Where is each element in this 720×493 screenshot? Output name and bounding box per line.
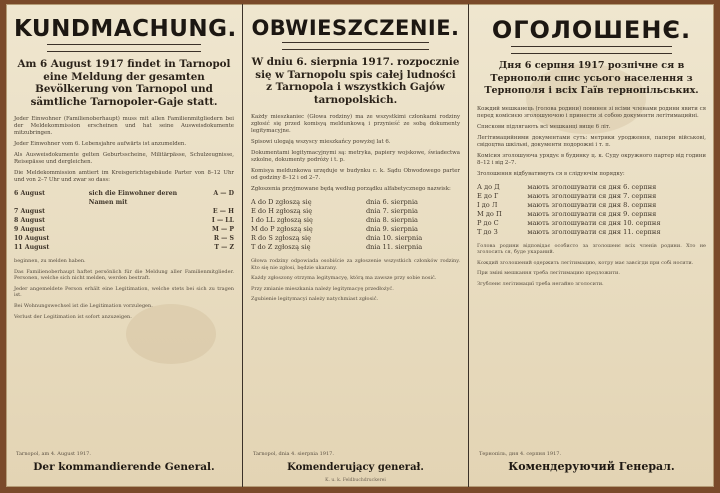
paragraph: Jeder Einwohner vom 6. Lebensjahre aufwärts ist anzumelden. — [14, 141, 187, 147]
paragraph: Przy zmianie mieszkania należy legitymacyę przedłożyć. — [251, 285, 394, 292]
schedule-ukrainian — [477, 183, 706, 237]
schedule-text: мають зголошувати ся дня 10. серпня — [527, 218, 661, 227]
paragraph: Jeder angemeldete Person erhält eine Legitimation, welche stets bei sich zu tragen ist. — [14, 285, 234, 299]
schedule-text: мають зголошувати ся дня 11. серпня — [527, 227, 661, 236]
signature-german: Der kommandierende General. — [33, 461, 215, 473]
schedule-text — [89, 234, 190, 243]
schedule-row — [14, 207, 234, 216]
schedule-row — [251, 243, 460, 252]
schedule-row — [477, 210, 706, 219]
paragraph: Spisowi ulegają wszyscy mieszkańcy powyżej lat 6. — [251, 139, 391, 145]
schedule-date: Е до Г — [477, 191, 499, 200]
schedule-date: А до Д — [477, 182, 500, 191]
paragraph: Комісия зголошуюча урядує в будинку ц. к. Суду окружного партер від години 8–12 і від 2–7. — [477, 152, 706, 166]
title-polish: OBWIESZCZENIE. — [251, 16, 460, 40]
schedule-text: dnia 11. sierpnia — [365, 243, 423, 251]
date-line: Тернопіль, дня 4. серпня 1917. — [479, 451, 562, 457]
schedule-text: мають зголошувати ся дня 9. серпня — [527, 209, 657, 218]
schedule-text: мають зголошувати ся дня 6. серпня — [527, 182, 657, 191]
paragraph: Zgubienie legitymacyi należy natychmiast zgłosić. — [251, 296, 379, 303]
schedule-date: Р до С — [477, 218, 499, 227]
schedule-text: dnia 6. sierpnia — [365, 198, 418, 206]
schedule-row — [477, 201, 706, 210]
poster — [6, 4, 714, 487]
lead-polish: W dniu 6. sierpnia 1917. rozpocznie się w Tarnopolu spis całej ludności z Tarnopola i wszystkich Gajów tarnopolskich. — [251, 56, 460, 106]
schedule-row — [251, 216, 460, 225]
schedule-date: 11 August — [14, 244, 50, 251]
paragraph: Komisya meldunkowa urzęduje w budynku c. k. Sądu Obwodowego parter od godziny 8–12 i od 2–7. — [251, 168, 460, 181]
paragraph: Спискови підлягають всі мешканці вище 6 літ. — [477, 123, 611, 130]
schedule-german — [14, 189, 234, 252]
signature-ukrainian: Комендеруючий Генерал. — [508, 460, 675, 473]
schedule-text: dnia 7. sierpnia — [365, 207, 418, 215]
schedule-row — [477, 228, 706, 237]
date-line: Tarnopol, am 4. August 1917. — [16, 451, 91, 457]
schedule-text: dnia 10. sierpnia — [365, 234, 423, 242]
schedule-text: dnia 9. sierpnia — [365, 225, 418, 233]
printer-line: K. u. k. Feldbuchdruckerei — [325, 478, 386, 483]
lead-german: Am 6 August 1917 findet in Tarnopol eine Meldung der gesamten Bevölkerung von Tarnopol und sämtliche Tarnopoler-Gaje statt. — [17, 58, 231, 108]
schedule-row — [251, 234, 460, 243]
schedule-text — [89, 243, 190, 252]
schedule-row — [14, 225, 234, 234]
paragraph: Bei Wohnungswechsel ist die Legitimation vorzulegen. — [14, 302, 153, 309]
schedule-text: sich die Einwohner deren Namen mit — [88, 190, 178, 206]
column-polish — [242, 4, 468, 487]
schedule-letters: A — D — [213, 190, 234, 197]
column-german — [6, 4, 242, 487]
column-ukrainian — [468, 4, 714, 487]
schedule-polish — [251, 198, 460, 252]
schedule-date: 6 August — [14, 190, 45, 197]
paragraph: При зміні мешкання треба легітимацию предложити. — [477, 270, 620, 277]
schedule-date: 9 August — [14, 226, 45, 233]
title-ukrainian: ОГОЛОШЕНЄ. — [491, 16, 692, 44]
schedule-row — [251, 225, 460, 234]
schedule-letters: R — S — [213, 235, 234, 242]
paragraph: Verlust der Legitimation ist sofort anzuzeigen. — [14, 313, 132, 320]
schedule-note: beginnen, zu melden haben. — [14, 258, 86, 264]
paragraph: Dokumentami legitymacyjnymi są: metryka, papiery wojskowe, świadectwa szkolne, dokumenty podróży i t. p. — [251, 150, 460, 163]
schedule-text — [89, 207, 190, 216]
schedule-date: A do D zgłoszą się — [251, 198, 312, 206]
schedule-row — [477, 219, 706, 228]
schedule-text: мають зголошувати ся дня 7. серпня — [527, 191, 657, 200]
title-ornament — [47, 44, 201, 52]
paragraph: Зголошення відбуватимуть ся в слідуючім порядку: — [477, 170, 625, 177]
schedule-date: T do Z zgłoszą się — [251, 243, 311, 251]
date-line: Tarnopol, dnia 4. sierpnia 1917. — [253, 451, 334, 457]
schedule-row — [251, 207, 460, 216]
schedule-text — [89, 225, 190, 234]
schedule-row — [477, 183, 706, 192]
schedule-text — [89, 216, 190, 225]
schedule-date: 7 August — [14, 208, 45, 215]
schedule-letters: T — Z — [214, 244, 234, 251]
paragraph: Każdy zgłoszony otrzyma legitymacyę, którą ma zawsze przy sobie nosić. — [251, 275, 437, 282]
paragraph: Згубленє легітимациї треба негайно зголосити. — [477, 280, 604, 287]
schedule-row — [14, 216, 234, 225]
title-ornament — [282, 42, 428, 50]
schedule-date: Т до З — [477, 227, 498, 236]
paragraph: Кождий мешканець (голова родини) повинен зі всіми членами родини явити ся перед комісиєю зголошуючою і принести зі собою документи легітимацийні. — [477, 105, 706, 119]
schedule-date: 8 August — [14, 217, 45, 224]
paragraph: Głowa rodziny odpowiada osobiście za zgłoszenie wszystkich członków rodziny. Kto się nie zgłosi, będzie ukarany. — [251, 258, 460, 271]
schedule-date: 10 August — [14, 235, 50, 242]
paragraph: Zgłoszenia przyjmowane będą według porządku alfabetycznego nazwisk: — [251, 186, 451, 192]
schedule-date: M do P zgłoszą się — [251, 225, 313, 233]
schedule-text: dnia 8. sierpnia — [365, 216, 418, 224]
schedule-row — [251, 198, 460, 207]
schedule-letters: E — H — [212, 208, 234, 215]
schedule-date: І до Л — [477, 200, 498, 209]
paragraph: Jeder Einwohner (Familienoberhaupt) muss mit allen Familienmitgliedern bei der Meldekommission erscheinen und hat seine Ausweisdokumente mitzubringen. — [14, 116, 234, 136]
paragraph: Als Ausweisdokumente gelten Geburtsscheine, Militärpässe, Schulzeugnisse, Reisepässe und dergleichen. — [14, 152, 234, 165]
paragraph: Das Familienoberhaupt haftet persönlich für die Meldung aller Familienmitglieder. Personen, welche sich nicht melden, werden bestraft. — [14, 268, 234, 282]
schedule-row — [477, 192, 706, 201]
schedule-letters: M — P — [211, 226, 234, 233]
schedule-text: мають зголошувати ся дня 8. серпня — [527, 200, 657, 209]
paragraph: Każdy mieszkaniec (Głowa rodziny) ma ze wszystkimi członkami rodziny zgłosić się przed komisyą meldunkową i przynieść ze sobą dokumenty legitymacyjne. — [251, 114, 460, 134]
schedule-letters: I — LL — [211, 217, 234, 224]
paragraph: Голова родини відповідає особисто за зголошенє всіх членів родини. Хто не зголосить ся, буде укараний. — [477, 242, 706, 256]
schedule-date: I do LL zgłoszą się — [251, 216, 313, 224]
paragraph: Кождий зголошений одержить легітимацию, котру має завсігди при собі носити. — [477, 259, 694, 266]
paragraph: Легітимацийними документами суть: метрики уродження, папери військові, свідоцтва шкільні, документи подорожні і т. п. — [477, 134, 706, 148]
schedule-row — [14, 234, 234, 243]
schedule-date: М до П — [477, 209, 502, 218]
schedule-date: R do S zgłoszą się — [251, 234, 312, 242]
lead-ukrainian: Дня 6 серпня 1917 розпічне ся в Тернополи спис усього населення з Тернополя і всіх Гаїв тернопільських. — [484, 60, 699, 96]
paragraph: Die Meldekommission amtiert im Kreisgerichtsgebäude Parter von 8–12 Uhr und von 2–7 Uhr und zwar so dass: — [14, 170, 234, 183]
schedule-date: E do H zgłoszą się — [251, 207, 313, 215]
title-ornament — [511, 46, 671, 54]
signature-polish: Komenderujący generał. — [287, 462, 424, 473]
schedule-row — [14, 189, 234, 207]
title-german: KUNDMACHUNG. — [14, 16, 237, 42]
schedule-row — [14, 243, 234, 252]
